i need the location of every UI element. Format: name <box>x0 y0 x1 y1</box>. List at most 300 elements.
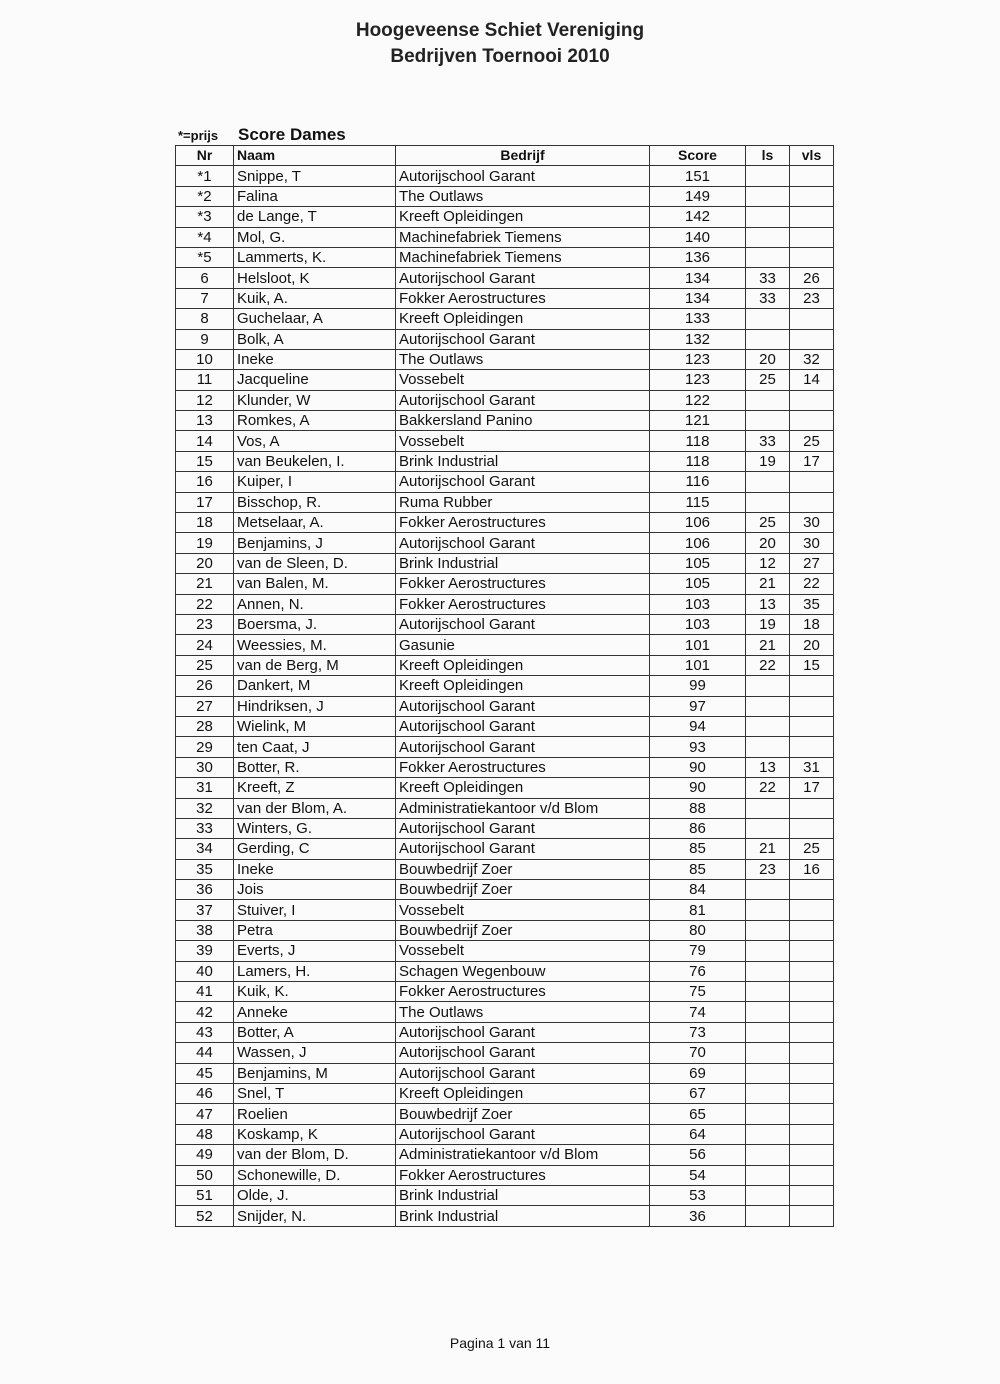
cell-nr: *4 <box>176 227 234 247</box>
cell-score: 80 <box>650 920 746 940</box>
cell-vls <box>790 798 834 818</box>
cell-vls <box>790 818 834 838</box>
cell-vls <box>790 1063 834 1083</box>
cell-score: 149 <box>650 186 746 206</box>
prize-note: *=prijs <box>178 128 219 143</box>
cell-nr: 7 <box>176 288 234 308</box>
cell-bedrijf: The Outlaws <box>396 349 650 369</box>
cell-ls <box>746 1185 790 1205</box>
cell-naam: Benjamins, M <box>234 1063 396 1083</box>
table-row <box>176 880 834 900</box>
cell-naam: van der Blom, D. <box>234 1145 396 1165</box>
cell-bedrijf: Fokker Aerostructures <box>396 982 650 1002</box>
cell-naam: Vos, A <box>234 431 396 451</box>
cell-naam: Annen, N. <box>234 594 396 614</box>
cell-score: 65 <box>650 1104 746 1124</box>
cell-bedrijf: Autorijschool Garant <box>396 390 650 410</box>
table-row <box>176 370 834 390</box>
cell-naam: Jois <box>234 880 396 900</box>
cell-nr: 51 <box>176 1185 234 1205</box>
cell-bedrijf: Ruma Rubber <box>396 492 650 512</box>
cell-nr: 31 <box>176 778 234 798</box>
club-name: Hoogeveense Schiet Vereniging <box>355 20 645 41</box>
cell-bedrijf: Bakkersland Panino <box>396 411 650 431</box>
cell-nr: 48 <box>176 1124 234 1144</box>
cell-score: 118 <box>650 431 746 451</box>
cell-bedrijf: Autorijschool Garant <box>396 533 650 553</box>
cell-naam: Jacqueline <box>234 370 396 390</box>
cell-nr: 37 <box>176 900 234 920</box>
cell-naam: Everts, J <box>234 941 396 961</box>
cell-vls <box>790 1002 834 1022</box>
cell-bedrijf: Autorijschool Garant <box>396 614 650 634</box>
cell-ls <box>746 390 790 410</box>
cell-nr: 42 <box>176 1002 234 1022</box>
cell-vls: 27 <box>790 553 834 573</box>
table-row <box>176 349 834 369</box>
column-header-score: Score <box>650 146 746 166</box>
cell-vls <box>790 941 834 961</box>
cell-naam: Metselaar, A. <box>234 513 396 533</box>
cell-nr: 25 <box>176 655 234 675</box>
cell-naam: Winters, G. <box>234 818 396 838</box>
table-row <box>176 227 834 247</box>
cell-ls <box>746 1002 790 1022</box>
cell-bedrijf: Fokker Aerostructures <box>396 1165 650 1185</box>
table-row <box>176 655 834 675</box>
cell-ls <box>746 1124 790 1144</box>
table-row <box>176 186 834 206</box>
cell-score: 151 <box>650 166 746 186</box>
table-row <box>176 839 834 859</box>
table-row <box>176 1165 834 1185</box>
cell-vls <box>790 411 834 431</box>
cell-vls <box>790 309 834 329</box>
cell-vls <box>790 696 834 716</box>
cell-naam: Snel, T <box>234 1083 396 1103</box>
cell-bedrijf: Fokker Aerostructures <box>396 513 650 533</box>
cell-ls <box>746 207 790 227</box>
table-row <box>176 513 834 533</box>
cell-naam: Snijder, N. <box>234 1206 396 1226</box>
cell-bedrijf: Fokker Aerostructures <box>396 594 650 614</box>
cell-vls: 25 <box>790 839 834 859</box>
cell-vls: 17 <box>790 778 834 798</box>
cell-naam: Romkes, A <box>234 411 396 431</box>
cell-nr: 8 <box>176 309 234 329</box>
cell-bedrijf: Brink Industrial <box>396 553 650 573</box>
cell-ls <box>746 696 790 716</box>
cell-bedrijf: Autorijschool Garant <box>396 166 650 186</box>
cell-nr: *3 <box>176 207 234 227</box>
table-header-row <box>176 146 834 166</box>
table-row <box>176 778 834 798</box>
cell-vls: 30 <box>790 513 834 533</box>
cell-nr: 50 <box>176 1165 234 1185</box>
cell-nr: 13 <box>176 411 234 431</box>
cell-ls: 25 <box>746 370 790 390</box>
table-row <box>176 716 834 736</box>
cell-score: 123 <box>650 349 746 369</box>
cell-vls: 16 <box>790 859 834 879</box>
cell-nr: 29 <box>176 737 234 757</box>
cell-nr: 30 <box>176 757 234 777</box>
cell-score: 118 <box>650 451 746 471</box>
cell-naam: Kuiper, I <box>234 472 396 492</box>
cell-naam: Lammerts, K. <box>234 247 396 267</box>
table-row <box>176 594 834 614</box>
cell-score: 76 <box>650 961 746 981</box>
cell-bedrijf: The Outlaws <box>396 186 650 206</box>
cell-ls: 13 <box>746 594 790 614</box>
cell-ls: 13 <box>746 757 790 777</box>
cell-nr: 9 <box>176 329 234 349</box>
cell-nr: 41 <box>176 982 234 1002</box>
cell-bedrijf: Autorijschool Garant <box>396 472 650 492</box>
cell-ls <box>746 411 790 431</box>
table-row <box>176 1206 834 1226</box>
cell-vls: 32 <box>790 349 834 369</box>
cell-vls: 22 <box>790 574 834 594</box>
cell-ls: 20 <box>746 349 790 369</box>
cell-naam: ten Caat, J <box>234 737 396 757</box>
cell-naam: Gerding, C <box>234 839 396 859</box>
cell-naam: van Beukelen, I. <box>234 451 396 471</box>
cell-naam: Klunder, W <box>234 390 396 410</box>
cell-ls <box>746 492 790 512</box>
cell-bedrijf: Brink Industrial <box>396 1185 650 1205</box>
cell-nr: 20 <box>176 553 234 573</box>
cell-vls: 26 <box>790 268 834 288</box>
cell-score: 134 <box>650 268 746 288</box>
cell-bedrijf: Machinefabriek Tiemens <box>396 247 650 267</box>
cell-score: 79 <box>650 941 746 961</box>
cell-nr: 17 <box>176 492 234 512</box>
table-row <box>176 1145 834 1165</box>
cell-naam: van der Blom, A. <box>234 798 396 818</box>
cell-naam: Weessies, M. <box>234 635 396 655</box>
cell-bedrijf: Kreeft Opleidingen <box>396 1083 650 1103</box>
cell-vls <box>790 227 834 247</box>
table-row <box>176 451 834 471</box>
cell-score: 94 <box>650 716 746 736</box>
cell-score: 103 <box>650 594 746 614</box>
cell-nr: 28 <box>176 716 234 736</box>
cell-ls <box>746 329 790 349</box>
cell-bedrijf: Kreeft Opleidingen <box>396 655 650 675</box>
cell-bedrijf: Kreeft Opleidingen <box>396 309 650 329</box>
cell-score: 64 <box>650 1124 746 1144</box>
cell-bedrijf: Gasunie <box>396 635 650 655</box>
cell-vls <box>790 1145 834 1165</box>
cell-bedrijf: Autorijschool Garant <box>396 737 650 757</box>
cell-naam: van Balen, M. <box>234 574 396 594</box>
table-row <box>176 1104 834 1124</box>
table-row <box>176 1022 834 1042</box>
cell-nr: 15 <box>176 451 234 471</box>
table-row <box>176 900 834 920</box>
cell-bedrijf: Autorijschool Garant <box>396 329 650 349</box>
cell-nr: 38 <box>176 920 234 940</box>
cell-naam: Schonewille, D. <box>234 1165 396 1185</box>
cell-naam: Anneke <box>234 1002 396 1022</box>
cell-vls: 23 <box>790 288 834 308</box>
cell-score: 123 <box>650 370 746 390</box>
cell-score: 93 <box>650 737 746 757</box>
cell-vls <box>790 880 834 900</box>
cell-vls <box>790 247 834 267</box>
cell-score: 101 <box>650 635 746 655</box>
cell-ls: 21 <box>746 574 790 594</box>
table-row <box>176 1185 834 1205</box>
table-row <box>176 207 834 227</box>
cell-vls <box>790 1043 834 1063</box>
cell-bedrijf: Fokker Aerostructures <box>396 574 650 594</box>
column-header-bedrijf: Bedrijf <box>396 146 650 166</box>
cell-naam: Snippe, T <box>234 166 396 186</box>
cell-naam: Hindriksen, J <box>234 696 396 716</box>
cell-score: 101 <box>650 655 746 675</box>
cell-bedrijf: Bouwbedrijf Zoer <box>396 920 650 940</box>
cell-vls <box>790 1083 834 1103</box>
cell-vls: 25 <box>790 431 834 451</box>
cell-bedrijf: Bouwbedrijf Zoer <box>396 1104 650 1124</box>
cell-ls <box>746 798 790 818</box>
cell-vls <box>790 716 834 736</box>
cell-vls: 14 <box>790 370 834 390</box>
table-row <box>176 533 834 553</box>
table-row <box>176 757 834 777</box>
cell-naam: Koskamp, K <box>234 1124 396 1144</box>
cell-score: 105 <box>650 553 746 573</box>
cell-score: 88 <box>650 798 746 818</box>
column-header-vls: vls <box>790 146 834 166</box>
table-row <box>176 798 834 818</box>
cell-nr: 14 <box>176 431 234 451</box>
cell-vls <box>790 1124 834 1144</box>
cell-ls <box>746 186 790 206</box>
cell-vls <box>790 982 834 1002</box>
cell-nr: 34 <box>176 839 234 859</box>
score-table <box>175 145 834 1227</box>
table-row <box>176 818 834 838</box>
cell-ls <box>746 1165 790 1185</box>
cell-vls: 20 <box>790 635 834 655</box>
cell-score: 115 <box>650 492 746 512</box>
cell-bedrijf: Autorijschool Garant <box>396 839 650 859</box>
cell-bedrijf: Kreeft Opleidingen <box>396 778 650 798</box>
cell-vls <box>790 166 834 186</box>
cell-bedrijf: Bouwbedrijf Zoer <box>396 859 650 879</box>
cell-ls: 21 <box>746 839 790 859</box>
table-row <box>176 635 834 655</box>
page-number: Pagina 1 van 11 <box>449 1335 551 1351</box>
cell-naam: Guchelaar, A <box>234 309 396 329</box>
cell-ls <box>746 818 790 838</box>
cell-bedrijf: Schagen Wegenbouw <box>396 961 650 981</box>
cell-vls <box>790 737 834 757</box>
cell-score: 54 <box>650 1165 746 1185</box>
cell-bedrijf: Vossebelt <box>396 431 650 451</box>
column-header-naam: Naam <box>234 146 396 166</box>
cell-ls: 19 <box>746 614 790 634</box>
cell-ls <box>746 227 790 247</box>
cell-ls <box>746 1206 790 1226</box>
page-footer <box>0 1335 1000 1351</box>
cell-ls <box>746 900 790 920</box>
cell-score: 122 <box>650 390 746 410</box>
cell-bedrijf: Autorijschool Garant <box>396 818 650 838</box>
cell-vls <box>790 390 834 410</box>
table-row <box>176 247 834 267</box>
cell-score: 36 <box>650 1206 746 1226</box>
cell-score: 90 <box>650 778 746 798</box>
cell-naam: Roelien <box>234 1104 396 1124</box>
table-row <box>176 553 834 573</box>
cell-nr: *2 <box>176 186 234 206</box>
cell-ls: 20 <box>746 533 790 553</box>
cell-naam: Kuik, K. <box>234 982 396 1002</box>
cell-ls <box>746 1104 790 1124</box>
cell-ls <box>746 982 790 1002</box>
cell-naam: Kreeft, Z <box>234 778 396 798</box>
cell-nr: 19 <box>176 533 234 553</box>
table-row <box>176 859 834 879</box>
cell-vls <box>790 1104 834 1124</box>
cell-nr: 36 <box>176 880 234 900</box>
document-header <box>0 18 1000 70</box>
cell-bedrijf: Brink Industrial <box>396 451 650 471</box>
cell-bedrijf: Administratiekantoor v/d Blom <box>396 1145 650 1165</box>
cell-naam: de Lange, T <box>234 207 396 227</box>
cell-nr: 33 <box>176 818 234 838</box>
cell-naam: Bolk, A <box>234 329 396 349</box>
cell-score: 84 <box>650 880 746 900</box>
cell-vls <box>790 207 834 227</box>
score-table-body <box>176 166 834 1226</box>
table-row <box>176 982 834 1002</box>
cell-score: 75 <box>650 982 746 1002</box>
cell-nr: 22 <box>176 594 234 614</box>
cell-bedrijf: Fokker Aerostructures <box>396 288 650 308</box>
cell-ls: 12 <box>746 553 790 573</box>
table-row <box>176 696 834 716</box>
cell-score: 132 <box>650 329 746 349</box>
cell-vls <box>790 1165 834 1185</box>
cell-ls: 23 <box>746 859 790 879</box>
cell-bedrijf: Vossebelt <box>396 900 650 920</box>
cell-ls <box>746 737 790 757</box>
cell-bedrijf: Autorijschool Garant <box>396 1124 650 1144</box>
cell-nr: 47 <box>176 1104 234 1124</box>
cell-nr: 11 <box>176 370 234 390</box>
table-row <box>176 737 834 757</box>
cell-naam: Bisschop, R. <box>234 492 396 512</box>
cell-bedrijf: Autorijschool Garant <box>396 716 650 736</box>
cell-nr: 18 <box>176 513 234 533</box>
cell-score: 70 <box>650 1043 746 1063</box>
cell-score: 99 <box>650 676 746 696</box>
cell-ls: 22 <box>746 655 790 675</box>
cell-nr: 24 <box>176 635 234 655</box>
cell-vls <box>790 1206 834 1226</box>
table-row <box>176 1063 834 1083</box>
cell-score: 86 <box>650 818 746 838</box>
cell-ls <box>746 941 790 961</box>
cell-nr: 27 <box>176 696 234 716</box>
cell-score: 81 <box>650 900 746 920</box>
cell-naam: Lamers, H. <box>234 961 396 981</box>
cell-ls: 33 <box>746 288 790 308</box>
cell-ls <box>746 920 790 940</box>
cell-naam: Falina <box>234 186 396 206</box>
cell-score: 121 <box>650 411 746 431</box>
cell-bedrijf: Autorijschool Garant <box>396 1043 650 1063</box>
cell-naam: Olde, J. <box>234 1185 396 1205</box>
cell-naam: Dankert, M <box>234 676 396 696</box>
cell-score: 67 <box>650 1083 746 1103</box>
cell-bedrijf: Vossebelt <box>396 370 650 390</box>
cell-nr: 49 <box>176 1145 234 1165</box>
cell-nr: 39 <box>176 941 234 961</box>
cell-ls: 33 <box>746 431 790 451</box>
cell-naam: Kuik, A. <box>234 288 396 308</box>
cell-ls <box>746 247 790 267</box>
table-row <box>176 431 834 451</box>
cell-nr: 46 <box>176 1083 234 1103</box>
cell-ls <box>746 472 790 492</box>
cell-score: 74 <box>650 1002 746 1022</box>
table-row <box>176 268 834 288</box>
cell-nr: 21 <box>176 574 234 594</box>
cell-vls <box>790 1022 834 1042</box>
cell-ls <box>746 1145 790 1165</box>
cell-naam: van de Berg, M <box>234 655 396 675</box>
cell-vls: 35 <box>790 594 834 614</box>
cell-bedrijf: Autorijschool Garant <box>396 1022 650 1042</box>
table-row <box>176 574 834 594</box>
cell-ls: 33 <box>746 268 790 288</box>
cell-bedrijf: Kreeft Opleidingen <box>396 207 650 227</box>
cell-ls <box>746 309 790 329</box>
cell-vls <box>790 186 834 206</box>
cell-naam: Ineke <box>234 859 396 879</box>
table-row <box>176 614 834 634</box>
table-row <box>176 472 834 492</box>
cell-bedrijf: Bouwbedrijf Zoer <box>396 880 650 900</box>
cell-nr: 12 <box>176 390 234 410</box>
cell-vls: 30 <box>790 533 834 553</box>
cell-ls <box>746 1043 790 1063</box>
table-row <box>176 676 834 696</box>
cell-ls: 19 <box>746 451 790 471</box>
table-row <box>176 309 834 329</box>
table-row <box>176 390 834 410</box>
cell-vls <box>790 676 834 696</box>
cell-vls <box>790 961 834 981</box>
cell-nr: 32 <box>176 798 234 818</box>
cell-score: 85 <box>650 839 746 859</box>
cell-nr: *1 <box>176 166 234 186</box>
cell-score: 116 <box>650 472 746 492</box>
cell-bedrijf: Administratiekantoor v/d Blom <box>396 798 650 818</box>
cell-naam: van de Sleen, D. <box>234 553 396 573</box>
cell-score: 90 <box>650 757 746 777</box>
cell-nr: 35 <box>176 859 234 879</box>
cell-ls: 22 <box>746 778 790 798</box>
table-row <box>176 941 834 961</box>
cell-score: 85 <box>650 859 746 879</box>
